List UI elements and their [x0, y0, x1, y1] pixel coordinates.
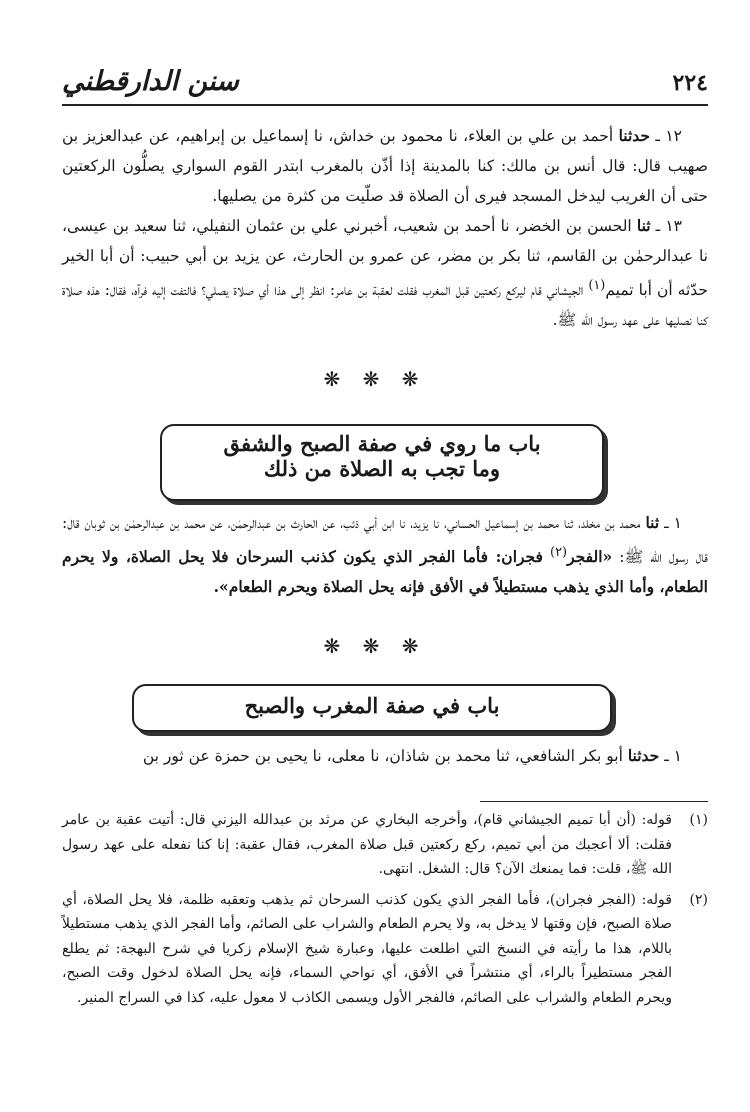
header-rule: [62, 104, 708, 106]
chapter-1-line-1: باب ما روي في صفة الصبح والشفق: [223, 431, 541, 456]
footnote-1: [62, 808, 708, 882]
page-number: ٢٢٤: [672, 70, 708, 96]
chapter-heading-1: [160, 424, 604, 501]
chapter-1-line-2: وما تجب به الصلاة من ذلك: [263, 456, 501, 481]
footnote-2: [62, 888, 708, 1011]
hadith-13: ١٣ ـ ثنا الحسن بن الخضر، نا أحمد بن شعيب، أخبرني علي بن عثمان النفيلي، ثنا سعيد بن عيسى، نا عبدالرحمٰن بن القاسم، ثنا بكر بن مضر، عن عمرو بن الحارث، عن يزيد بن أبي حبيب: أن أبا الخير حدّثه أن أبا تميم$^{(١)}$ الجيشاني قام ليركع ركعتين قبل المغرب فقلت لعقبة بن عامر: انظر إلى هذا أي صلاة يصلي؟ فالتفت إليه فرآه، فقال: هذه صلاة كنا نصليها على عهد رسول الله ﷺ.: [62, 216, 708, 330]
footnote-1-number: (١): [689, 812, 708, 828]
section-1: [62, 121, 708, 335]
footnote-ref-2[interactable]: (٢): [550, 545, 568, 560]
separator-stars-2: ❋ ❋ ❋: [323, 634, 427, 658]
footnote-ref-1[interactable]: (١): [588, 278, 606, 293]
footnote-2-text: قوله: (الفجر فجران)، فأما الفجر الذي يكون كذنب السرحان ثم يذهب وتعقبه ظلمة، فلا يحل الصلاة، أي صلاة الصبح، فإن وقتها لا يدخل به، ولا يحرم الطعام والشراب على الصائم، وأما الفجر الذي يذهب مستطيلاً باللام، هذا ما رأيته في النسخ التي اطلعت عليها، وعبارة شيخ الإسلام زكريا في شرح البهجة: ثم يطلع الفجر مستطيراً بالراء، أي منتشراً في الأفق، أي نواحي السماء، فإنه يحل الصلاة لدخول وقت الصبح، ويحرم الطعام والشراب على الصائم، فالفجر الأول ويسمى الكاذب لا معول عليه، كذا في السراج المنير.: [62, 891, 672, 1006]
hadith-1-chapter-2: ١ ـ حدثنا أبو بكر الشافعي، ثنا محمد بن شاذان، نا معلى، نا يحيى بن حمزة عن ثور بن: [142, 746, 682, 765]
footnotes-rule: [480, 801, 708, 802]
hadith-12: ١٢ ـ حدثنا أحمد بن علي بن العلاء، نا محمود بن خداش، نا إسماعيل بن إبراهيم، عن عبدالعزيز بن صهيب قال: قال أنس بن مالك: كنا بالمدينة إذا أذّن بالمغرب ابتدر القوم السواري يصلُّون الركعتين حتى أن الغريب ليدخل المسجد فيرى أن الصلاة قد صلّيت من كثرة من يصليها.: [62, 126, 708, 205]
footnote-1-text: قوله: (أن أبا تميم الجيشاني قام)، وأخرجه البخاري عن مرثد بن عبدالله اليزني قال: أتيت عقبة بن عامر فقلت: ألا أعجبك من أبي تميم، ركع ركعتين قبل صلاة المغرب، فقال عقبة: إنا كنا نفعله على عهد رسول الله ﷺ، قلت: فما يمنعك الآن؟ قال: الشغل. انتهى.: [62, 812, 672, 877]
chapter-2-line-1: باب في صفة المغرب والصبح: [244, 693, 500, 718]
footnote-2-number: (٢): [689, 891, 708, 908]
footnotes: [62, 808, 708, 1016]
section-3: [62, 741, 708, 771]
page-header: [62, 66, 708, 104]
hadith-1-chapter-1: ١ ـ ثنا محمد بن مخلد، ثنا محمد بن إسماعيل الحساني، نا يزيد، نا ابن أبي ذئب، عن الحارث بن عبدالرحمٰن، عن محمد بن عبدالرحمٰن بن ثوبان قال: قال رسول الله ﷺ: «الفجر$^{(٢)}$ فجران: فأما الفجر الذي يكون كذنب السرحان فلا يحل الصلاة، ولا يحرم الطعام، وأما الذي يذهب مستطيلاً في الأفق فإنه يحل الصلاة ويحرم الطعام».: [62, 513, 708, 597]
separator-stars-1: ❋ ❋ ❋: [323, 367, 427, 391]
section-2: [62, 508, 708, 602]
chapter-heading-2: [132, 684, 612, 732]
book-title: سنن الدارقطني: [62, 66, 239, 97]
